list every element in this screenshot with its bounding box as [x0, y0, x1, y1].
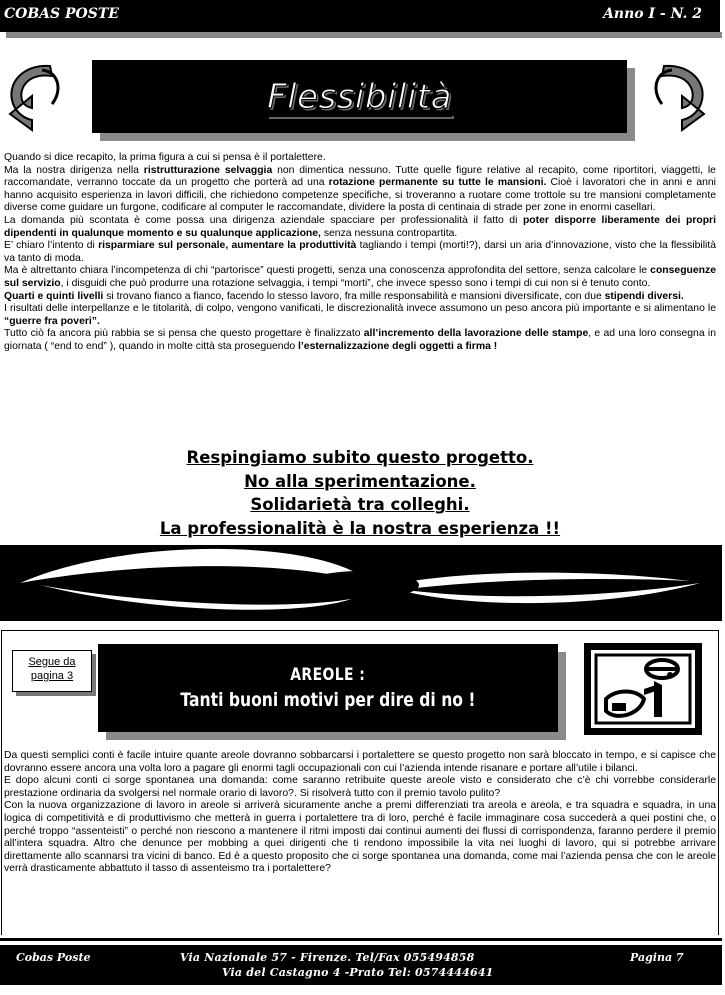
paragraph — [4, 328, 716, 353]
bold-run: conseguenze sul servizio — [4, 265, 716, 289]
text-run: senza nessuna contropartita. — [320, 227, 458, 239]
slogan: La professionalità è la nostra esperienza !! — [159, 518, 561, 538]
paragraph — [4, 215, 716, 240]
paragraph — [4, 165, 716, 215]
text-run: tagliando i tempi (morti!?), darsi un aria d’innovazione, visto che la flessibilità va tanto di moda. — [4, 240, 716, 264]
page-header — [0, 0, 720, 32]
areole-title: AREOLE : — [290, 665, 366, 685]
text-run: , e ad una loro consegna in giornata ( “end to end” ), quando in molte città sta proseguendo — [4, 328, 716, 352]
bold-run: “guerre fra poveri”. — [4, 315, 100, 327]
text-run: Tutto ciò fa ancora più rabbia se si pensa che questo progettare è finalizzato — [4, 328, 364, 340]
slogan: Solidarietà tra colleghi. — [250, 495, 470, 514]
text-run: non dimentica nessuno. Tutte quelle figure relative al recapito, come riportitori, viaggetti, le raccomandate, verranno toccate da un progetto che porterà ad una — [4, 164, 716, 189]
article-body — [4, 152, 716, 354]
bold-run: risparmiare sul personale, aumentare la produttività — [98, 240, 357, 252]
text-run: E’ chiaro l’intento di — [4, 240, 99, 252]
article-title-box — [92, 60, 627, 133]
paragraph: E dopo alcuni conti ci sorge spontanea una domanda: come saranno retribuite queste areole visto e considerato che c’è chi vorrebbe considerarle prestazione ordinaria da svolgersi nel normale orario di lavoro?. Si risolverà tutto con il premio tavolo pulito? — [4, 775, 716, 799]
footer-publication: Cobas Poste — [16, 951, 91, 964]
footer-address-florence: Via Nazionale 57 - Firenze. Tel/Fax 055494858 — [180, 951, 475, 964]
paragraph — [4, 291, 716, 304]
article-title: Flessibilità — [267, 76, 452, 117]
header-publication: COBAS POSTE — [4, 6, 119, 22]
text-run: Ma la nostra dirigenza nella — [4, 164, 144, 176]
bold-run: Quarti e quinti livelli — [4, 290, 104, 302]
bold-run: ristrutturazione selvaggia — [143, 164, 273, 176]
text-run: Cioè i lavoratori che in anni e anni hanno acquisito esperienza in lavori difficili, che richiedono competenze specifiche, si troveranno a ruotare come trottole su tre mansioni completamente diverse come guidare un furgone, codificare al computer le raccomandate, dividere la posta di centinaia di strade per zone in enormi casellari. — [4, 177, 716, 214]
header-shadow — [6, 32, 722, 38]
footer-address-prato: Via del Castagno 4 -Prato Tel: 0574444641 — [222, 966, 494, 979]
decorative-divider — [0, 545, 722, 621]
curved-arrow-right-icon — [650, 58, 712, 138]
paragraph — [4, 265, 716, 290]
text-run: Quando si dice recapito, la prima figura a cui si pensa è il portalettere. — [4, 152, 326, 163]
slogans — [100, 446, 620, 540]
header-issue: Anno I - N. 2 — [603, 6, 702, 22]
paragraph: Con la nuova organizzazione di lavoro in areole si arriverà sicuramente anche a premi differenziati tra areola e areola, e tra squadra e squadra, in una logica di competitività e di produttivismo che metterà in guerra i portalettere tra di loro, perché è facile immaginare cosa succederà a quei postini che, o perché troppo “assenteisti” o perché non riescono a mantenere il ritmi imposti dai continui aumenti dei flussi di corrispondenza, faranno perdere il premio all’intera squadra. Altro che denunce per mobbing a quei dirigenti che ti rendono impossibile la vita nei luoghi di lavoro, qui si potrebbe arrivare direttamente allo scannarsi tra vicini di banco. Ed è a questo proposito che ci sorge spontanea una domanda, come mai l’azienda pensa che con le areole verrà drasticamente abbattuto il tasso di assenteismo tra i portalettere? — [4, 800, 716, 875]
bold-run: stipendi diversi. — [604, 290, 684, 302]
curved-arrow-left-icon — [2, 58, 64, 138]
slogan: Respingiamo subito questo progetto. — [186, 448, 534, 467]
text-run: si trovano fianco a fianco, facendo lo stesso lavoro, fra mille responsabilità e mansioni diversificate, con due — [103, 290, 605, 302]
text-run: I risultati delle interpellanze e le titolarità, di colpo, vengono vanificati, le discrezionalità invece assumono un peso ancora più importante e si alimentano le — [4, 303, 716, 315]
paragraph: Da questi semplici conti è facile intuire quante areole dovranno sobbarcarsi i portalettere se questo progetto non sarà bloccato in tempo, e si capisce che dovranno essere ancora una volta loro a pagare gli enormi tagli occupazionali con cui l’azienda intende risanare e portare all’utile i bilanci. — [4, 750, 716, 774]
continued-note: Segue da pagina 3 — [12, 650, 92, 692]
areole-title-box — [98, 644, 558, 732]
paragraph — [4, 303, 716, 328]
areole-subtitle: Tanti buoni motivi per dire di no ! — [180, 689, 476, 711]
areole-body — [4, 750, 716, 876]
page-number: Pagina 7 — [630, 951, 684, 964]
bold-run: all’incremento della lavorazione delle stampe — [363, 328, 589, 340]
bold-run: poter disporre liberamente dei propri dipendenti in qualunque momento e su qualunque applicazione, — [4, 214, 716, 239]
text-run: La domanda più scontata è come possa una dirigenza aziendale spacciare per professionalità il fatto di — [4, 214, 523, 226]
text-run: , i disguidi che può produrre una rotazione selvaggia, i tempi “morti”, che invece spesso sono i tempi di cui non si è tenuto conto. — [60, 277, 651, 289]
text-run: Ma è altrettanto chiara l’incompetenza di chi “partorisce” questi progetti, senza una conoscenza approfondita del settore, senza calcolare le — [4, 265, 651, 277]
postman-logo-icon — [582, 641, 704, 737]
bold-run: rotazione permanente su tutte le mansioni. — [328, 177, 547, 189]
paragraph — [4, 152, 716, 165]
page-footer — [0, 945, 722, 985]
slogan: No alla sperimentazione. — [244, 471, 476, 491]
paragraph — [4, 240, 716, 265]
bold-run: l’esternalizzazione degli oggetti a firma ! — [298, 340, 498, 352]
footer-rule — [0, 938, 722, 941]
